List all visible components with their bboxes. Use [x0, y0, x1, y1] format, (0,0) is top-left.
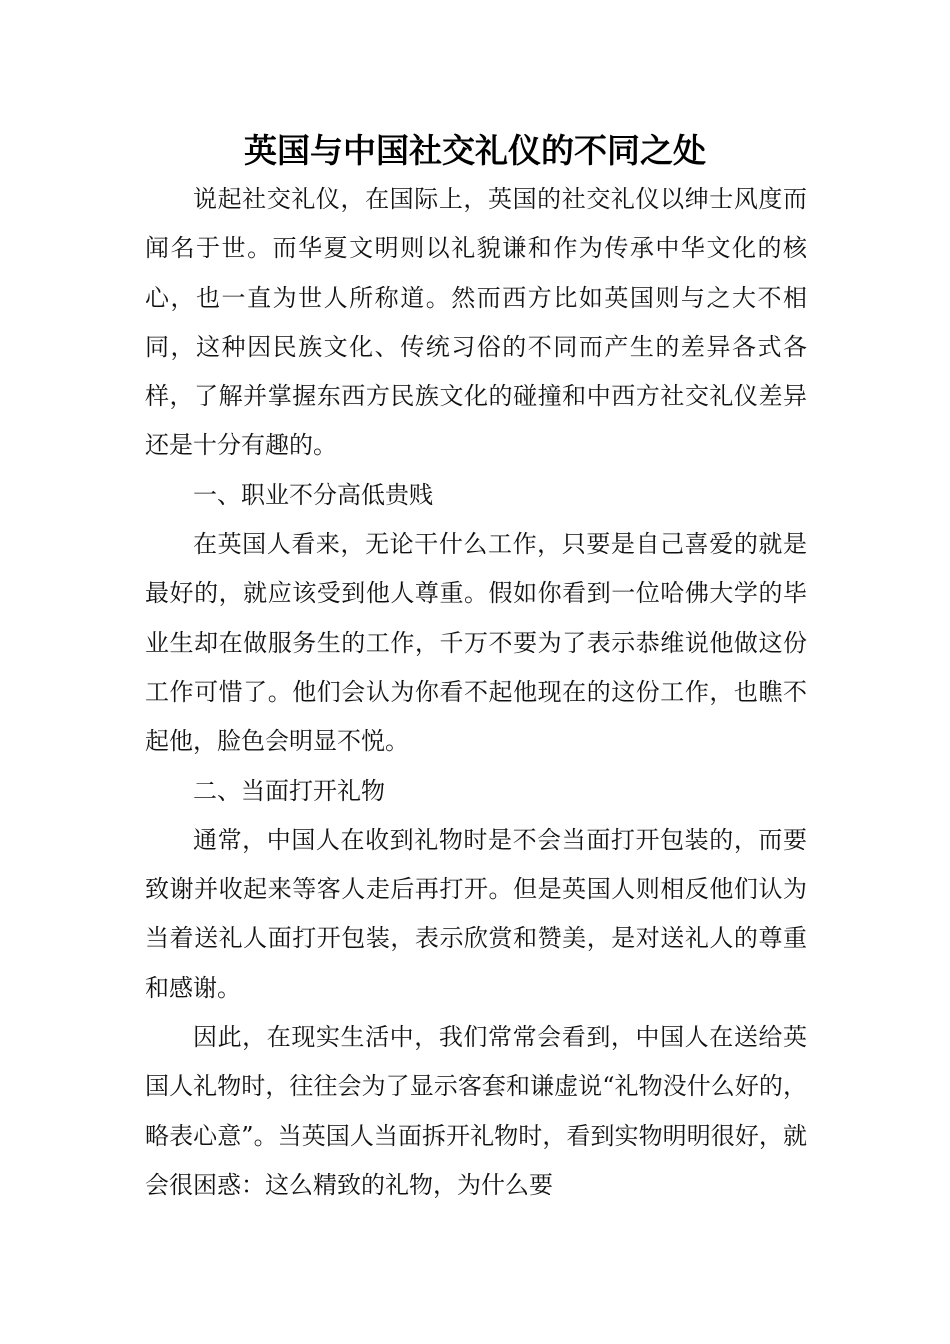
section-2-paragraph-1: 通常，中国人在收到礼物时是不会当面打开包装的，而要致谢并收起来等客人走后再打开。但是英国人则相反他们认为当着送礼人面打开包装，表示欣赏和赞美，是对送礼人的尊重和感谢。: [145, 825, 807, 1002]
document-title: 英国与中国社交礼仪的不同之处: [244, 131, 706, 170]
section-heading-1: 一、职业不分高低贵贱: [193, 480, 433, 509]
section-2-paragraph-2: 因此，在现实生活中，我们常常会看到，中国人在送给英国人礼物时，往往会为了显示客套和谦虚说“礼物没什么好的，略表心意”。当英国人当面拆开礼物时，看到实物明明很好，就会很困惑：这么精致的礼物，为什么要: [145, 1023, 807, 1199]
intro-paragraph: 说起社交礼仪，在国际上，英国的社交礼仪以绅士风度而闻名于世。而华夏文明则以礼貌谦和作为传承中华文化的核心，也一直为世人所称道。然而西方比如英国则与之大不相同，这种因民族文化、传统习俗的不同而产生的差异各式各样，了解并掌握东西方民族文化的碰撞和中西方社交礼仪差异还是十分有趣的。: [145, 185, 807, 460]
section-1-paragraph: 在英国人看来，无论干什么工作，只要是自己喜爱的就是最好的，就应该受到他人尊重。假如你看到一位哈佛大学的毕业生却在做服务生的工作，千万不要为了表示恭维说他做这份工作可惜了。他们会认为你看不起他现在的这份工作，也瞧不起他，脸色会明显不悦。: [145, 530, 807, 756]
section-heading-2: 二、当面打开礼物: [193, 776, 385, 805]
document-body: [145, 175, 807, 1210]
